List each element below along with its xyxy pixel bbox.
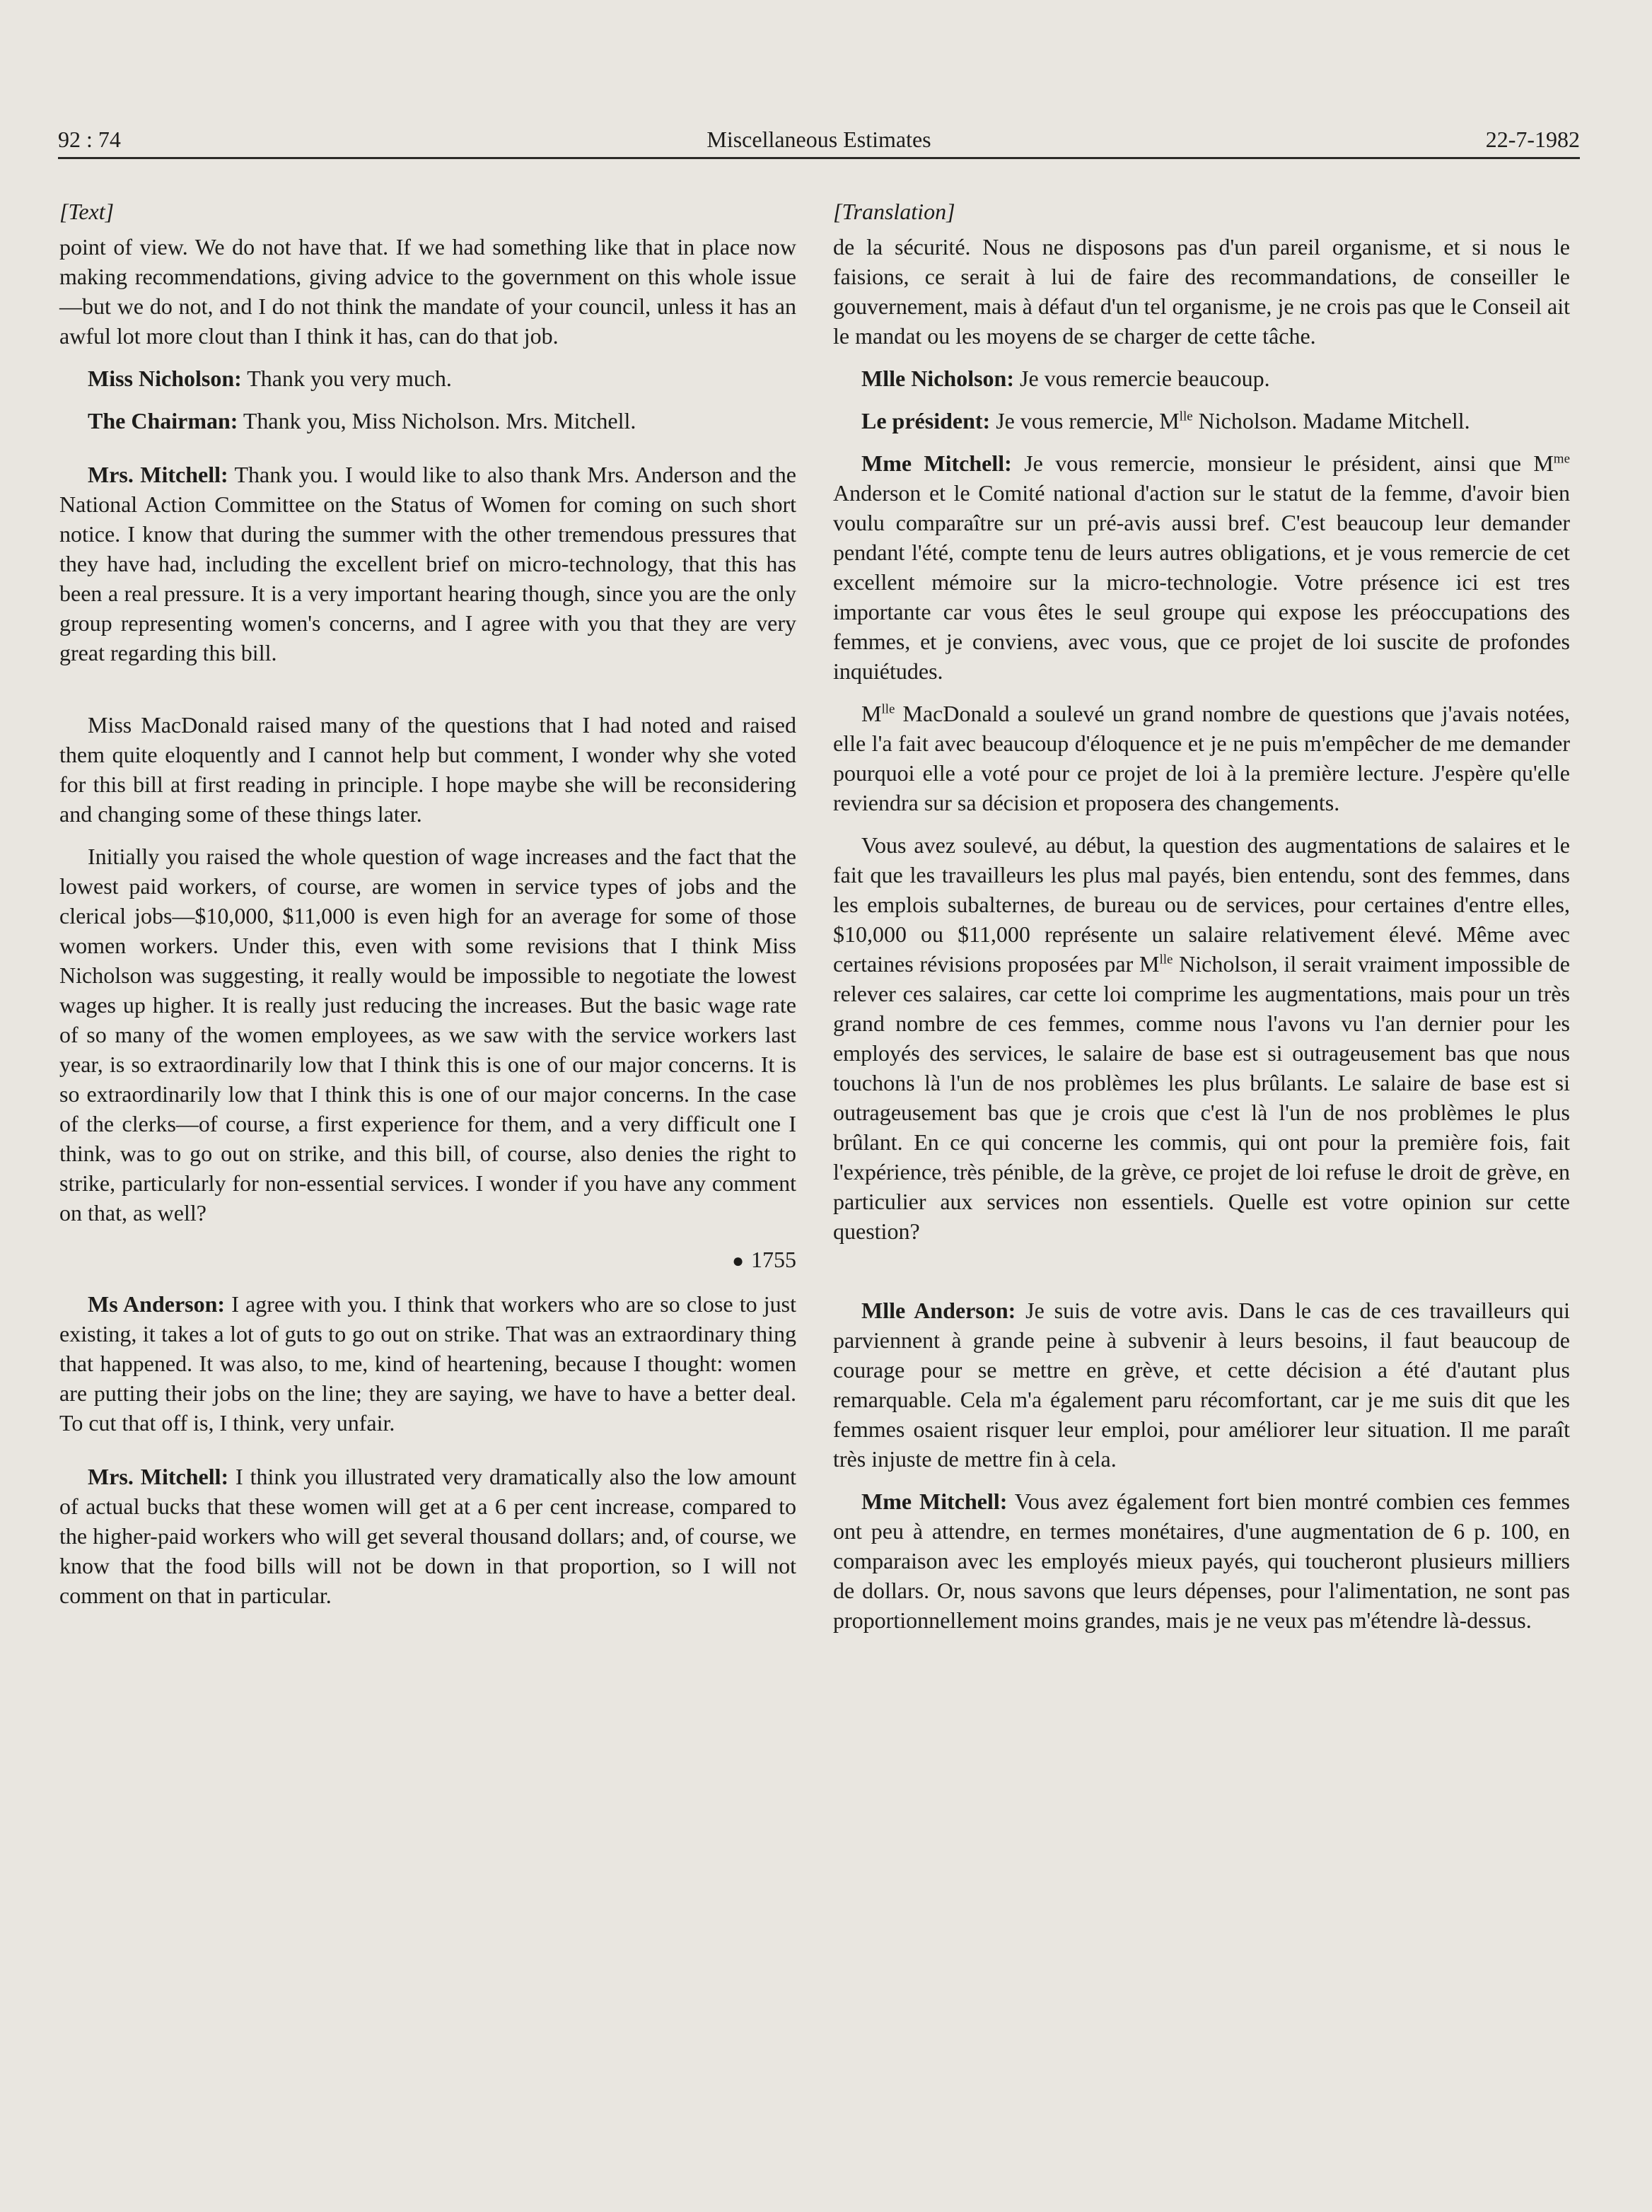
- title-superscript: me: [1553, 451, 1571, 467]
- speaker-paragraph: [59, 406, 796, 436]
- english-column: [59, 197, 796, 1623]
- speech-text: Anderson et le Comité national d'action sur le statut de la femme, d'avoir bien voulu comparaître sur un pré-avis aussi bref. C'est beaucoup leur demander pendant l'été, compte tenu de leurs autres obligations, et je vous remercie de cet excellent mémoire sur la micro-technologie. Votre présence ici est tres importante car vous êtes le seul groupe qui expose les préoccupations des femmes, et je conviens, avec vous, que ce projet de loi suscite de profondes inquiétudes.: [833, 480, 1570, 684]
- paragraph-text: M: [861, 701, 882, 726]
- speech-text: Thank you. I would like to also thank Mrs. Anderson and the National Action Committee on the Status of Women for coming on such short notice. I know that during the summer with the other tremendous pressures that they have had, including the excellent brief on micro-technology, that this has been a real pressure. It is a very important hearing though, since you are the only group representing women's concerns, and I agree with you that they are very great regarding this bill.: [59, 462, 797, 665]
- column-tag-label: Translation: [842, 199, 947, 224]
- paragraph: point of view. We do not have that. If we had something like that in place now making recommendations, giving advice to the government on this whole issue—but we do not, and I do not think the mandate of your council, unless it has an awful lot more clout than I think it has, can do that job.: [59, 234, 796, 349]
- page-number: 92 : 74: [58, 127, 121, 152]
- speaker-name: Mlle Anderson:: [861, 1298, 1016, 1323]
- speaker-name: Miss Nicholson:: [88, 366, 242, 391]
- speaker-paragraph: [59, 1462, 796, 1610]
- speech-text: I agree with you. I think that workers who are so close to just existing, it takes a lot of guts to go out on strike. That was an extraordinary thing that happened. It was also, to me, kind of heartening, because I thought: women are putting their jobs on the line; they are saying, we have to have a better deal. To cut that off is, I think, very unfair.: [59, 1291, 797, 1436]
- speaker-paragraph: [833, 363, 1570, 393]
- title-superscript: lle: [1159, 952, 1173, 967]
- paragraph: [833, 699, 1570, 817]
- column-tag: [Text]: [59, 199, 115, 224]
- speaker-name: Mrs. Mitchell:: [88, 462, 228, 487]
- paragraph-text: Vous avez soulevé, au début, la question des augmentations de salaires et le fait que les travailleurs les plus mal payés, bien entendu, sont des femmes, dans les emplois subalternes, de bureau ou de services, pour certaines d'entre elles, $10,000 ou $11,000 représente un salaire relativement élevé. Même avec certaines révisions proposées par M: [833, 832, 1570, 977]
- column-tag-label: Text: [68, 199, 105, 224]
- column-tag: [Translation]: [833, 199, 955, 224]
- speaker-name: Mme Mitchell:: [861, 1489, 1008, 1514]
- speaker-paragraph: [59, 363, 796, 393]
- speaker-name: Mlle Nicholson:: [861, 366, 1014, 391]
- paragraph: de la sécurité. Nous ne disposons pas d'un pareil organisme, et si nous le faisions, ce serait à lui de faire des recommandations, de conseiller le gouvernement, mais à défaut d'un tel organisme, je ne crois pas que le Conseil ait le mandat ou les moyens de se charger de cette tâche.: [833, 234, 1570, 349]
- speaker-paragraph: [833, 406, 1570, 436]
- speech-text: Je vous remercie, M: [990, 408, 1180, 433]
- page-date: 22-7-1982: [1485, 127, 1580, 152]
- bullet-icon: ●: [732, 1250, 744, 1272]
- paragraph: Initially you raised the whole question of wage increases and the fact that the lowest paid workers, of course, are women in service types of jobs and the clerical jobs—$10,000, $11,000 is even high for an average for some of those women workers. Under this, even with some revisions that I think Miss Nicholson was suggesting, it really would be impossible to negotiate the lowest wages up higher. It is really just reducing the increases. But the basic wage rate of so many of the women employees, as we saw with the service workers last year, is so extraordinarily low that I think this is one of our major concerns. It is so extraordinarily low that I think this is one of our major concerns. In the case of the clerks—of course, a first experience for them, and a very difficult one I think, was to go out on strike, and this bill, of course, also denies the right to strike, particularly for non-essential services. I wonder if you have any comment on that, as well?: [59, 844, 796, 1226]
- speaker-name: Mrs. Mitchell:: [88, 1464, 229, 1489]
- time-marker-value: 1755: [751, 1247, 796, 1272]
- paragraph-text: Nicholson, il serait vraiment impossible de relever ces salaires, car cette loi comprime les augmentations, mais pour un très grand nombre de ces femmes, comme nous l'avons vu l'an dernier pour les employés des services, le salaire de base est si outrageusement bas que nous touchons là l'un de nos problèmes les plus brûlants. Le salaire de base est si outrageusement bas que je crois que c'est là l'un de nos problèmes le plus brûlant. En ce qui concerne les commis, qui ont pour la première fois, fait l'expérience, très pénible, de la grève, ce projet de loi refuse le droit de grève, en particulier aux services non essentiels. Quelle est votre opinion sur cette question?: [833, 951, 1571, 1244]
- page-title: Miscellaneous Estimates: [706, 127, 931, 152]
- speech-text: Thank you very much.: [241, 366, 452, 391]
- speech-text: Je vous remercie, monsieur le président, ainsi que M: [1011, 450, 1554, 476]
- header-rule: [58, 157, 1580, 159]
- speech-text: Je suis de votre avis. Dans le cas de ces travailleurs qui parviennent à grande peine à subvenir à leurs besoins, il faut beaucoup de courage pour se mettre en grève, et cette décision a été d'autant plus remarquable. Cela m'a également paru récomfortant, car je me suis dit que les femmes osaient risquer leur emploi, pour améliorer leur situation. Il me paraît très injuste de mettre fin à cela.: [833, 1298, 1571, 1472]
- speaker-paragraph: [833, 1486, 1570, 1635]
- speech-text: Thank you, Miss Nicholson. Mrs. Mitchell.: [238, 408, 636, 433]
- speaker-name: The Chairman:: [88, 408, 238, 433]
- speaker-paragraph: [833, 448, 1570, 686]
- title-superscript: lle: [1179, 409, 1193, 424]
- paragraph: Miss MacDonald raised many of the questions that I had noted and raised them quite eloquently and I cannot help but comment, I wonder why she voted for this bill at first reading in principle. I hope maybe she will be reconsidering and changing some of these things later.: [59, 712, 796, 827]
- speech-text: I think you illustrated very dramatically also the low amount of actual bucks that these women will get at a 6 per cent increase, compared to the higher-paid workers who will get several thousand dollars; and, of course, we know that the food bills will not be down in that proportion, so I will not comment on that in particular.: [59, 1464, 797, 1608]
- page-header: [58, 122, 1580, 157]
- title-superscript: lle: [881, 702, 895, 717]
- speech-text: Je vous remercie beaucoup.: [1013, 366, 1270, 391]
- speaker-paragraph: [59, 460, 796, 668]
- speaker-name: Ms Anderson:: [88, 1291, 226, 1317]
- speaker-name: Mme Mitchell:: [861, 450, 1012, 476]
- speaker-paragraph: [59, 1289, 796, 1438]
- time-marker: [59, 1245, 796, 1276]
- french-column: [833, 197, 1570, 1648]
- paragraph: [833, 830, 1570, 1246]
- speaker-paragraph: [833, 1296, 1570, 1474]
- speech-text: Nicholson. Madame Mitchell.: [1192, 408, 1470, 433]
- paragraph-text: MacDonald a soulevé un grand nombre de questions que j'avais notées, elle l'a fait avec beaucoup d'éloquence et je ne puis m'empêcher de me demander pourquoi elle a voté pour ce projet de loi à la première lecture. J'espère qu'elle reviendra sur sa décision et proposera des changements.: [833, 701, 1570, 815]
- speaker-name: Le président:: [861, 408, 991, 433]
- speech-text: Vous avez également fort bien montré combien ces femmes ont peu à attendre, en termes monétaires, d'une augmentation de 6 p. 100, en comparaison avec les employés mieux payés, qui toucheront plusieurs milliers de dollars. Or, nous savons que leurs dépenses, pour l'alimentation, ne sont pas proportionnellement moins grandes, mais je ne veux pas m'étendre là-dessus.: [833, 1489, 1571, 1633]
